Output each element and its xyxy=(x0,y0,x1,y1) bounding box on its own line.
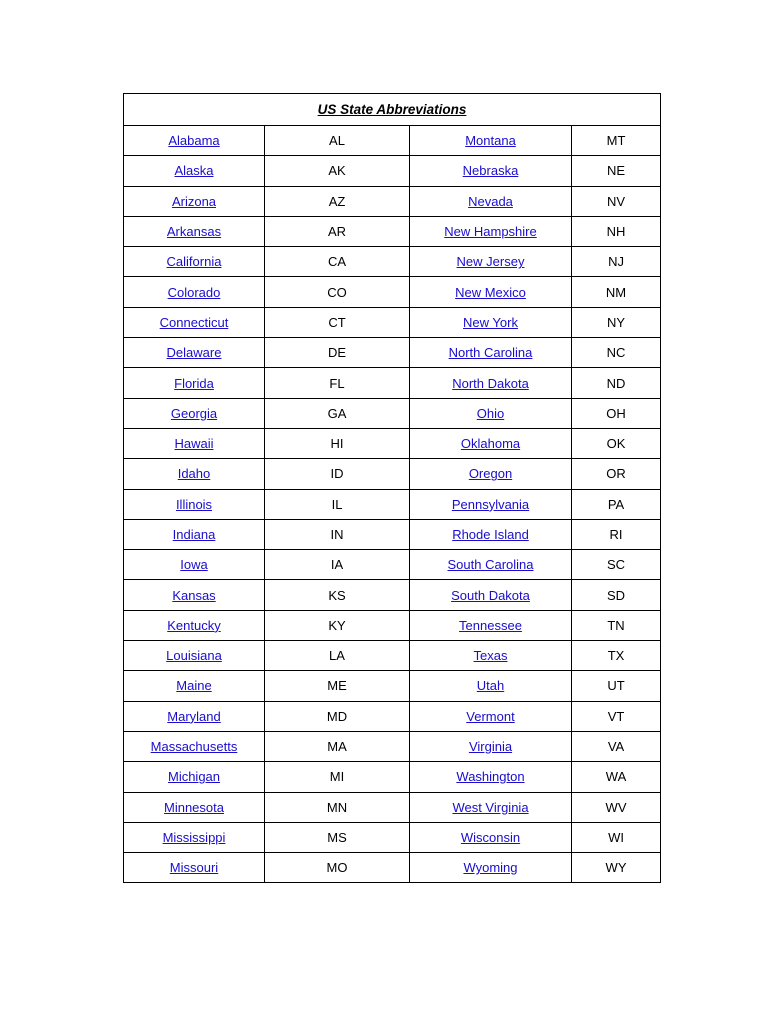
state-link[interactable]: Maine xyxy=(176,678,212,694)
state-link[interactable]: Massachusetts xyxy=(150,739,238,755)
state-name-cell xyxy=(124,671,265,701)
state-name-cell xyxy=(124,307,265,337)
state-abbreviation: NE xyxy=(572,156,661,186)
state-link[interactable]: Indiana xyxy=(172,527,216,542)
state-abbreviation: NV xyxy=(572,186,661,216)
state-name-cell xyxy=(124,186,265,216)
state-abbreviations-table xyxy=(123,93,661,883)
state-abbreviation: SD xyxy=(572,580,661,610)
state-name-cell xyxy=(410,368,572,398)
state-link[interactable]: New York xyxy=(463,314,518,330)
state-link[interactable]: Iowa xyxy=(180,557,208,573)
state-name-cell xyxy=(410,459,572,489)
state-abbreviation: SC xyxy=(572,550,661,580)
state-abbreviation: IL xyxy=(265,489,410,519)
state-link[interactable]: Nebraska xyxy=(462,163,519,179)
state-abbreviation: KS xyxy=(265,580,410,610)
state-name-cell xyxy=(410,519,572,549)
state-name-cell xyxy=(410,247,572,277)
state-abbreviation: CT xyxy=(265,307,410,337)
table-row xyxy=(124,307,661,337)
state-link[interactable]: New Hampshire xyxy=(444,224,537,240)
table-header-row xyxy=(124,94,661,126)
table-row xyxy=(124,671,661,701)
state-abbreviation: MA xyxy=(265,731,410,761)
state-link[interactable]: Florida xyxy=(174,375,214,391)
state-name-cell xyxy=(124,641,265,671)
state-name-cell xyxy=(410,126,572,156)
state-abbreviation: OR xyxy=(572,459,661,489)
state-abbreviation: IA xyxy=(265,550,410,580)
state-abbreviation: MS xyxy=(265,822,410,852)
state-name-cell xyxy=(124,398,265,428)
state-abbreviation: IN xyxy=(265,519,410,549)
table-row xyxy=(124,550,661,580)
state-name-cell xyxy=(124,247,265,277)
state-abbreviation: VT xyxy=(572,701,661,731)
state-abbreviation: NM xyxy=(572,277,661,307)
state-abbreviation: MT xyxy=(572,126,661,156)
table-body xyxy=(124,126,661,883)
state-name-cell xyxy=(124,368,265,398)
state-link[interactable]: Arizona xyxy=(171,193,217,209)
state-link[interactable]: Hawaii xyxy=(174,436,214,452)
state-link[interactable]: Nevada xyxy=(468,193,513,209)
state-link[interactable]: Illinois xyxy=(175,496,213,512)
state-name-cell xyxy=(410,822,572,852)
state-link[interactable]: Delaware xyxy=(166,345,222,361)
state-name-cell xyxy=(124,701,265,731)
state-abbreviation: WI xyxy=(572,822,661,852)
state-abbreviation: UT xyxy=(572,671,661,701)
state-name-cell xyxy=(410,216,572,246)
state-name-cell xyxy=(124,853,265,883)
state-abbreviation: WV xyxy=(572,792,661,822)
state-abbreviation: AZ xyxy=(265,186,410,216)
state-link[interactable]: Wyoming xyxy=(463,860,518,876)
state-abbreviation: WA xyxy=(572,762,661,792)
state-abbreviation: WY xyxy=(572,853,661,883)
state-link[interactable]: Utah xyxy=(476,678,505,694)
state-abbreviation: ID xyxy=(265,459,410,489)
state-link[interactable]: Tennessee xyxy=(459,617,522,633)
state-abbreviation: CO xyxy=(265,277,410,307)
state-abbreviation: MO xyxy=(265,853,410,883)
table-row xyxy=(124,701,661,731)
state-name-cell xyxy=(410,338,572,368)
state-abbreviation: MN xyxy=(265,792,410,822)
state-name-cell xyxy=(410,701,572,731)
state-abbreviation: AL xyxy=(265,126,410,156)
state-name-cell xyxy=(410,792,572,822)
state-link[interactable]: Texas xyxy=(473,648,508,664)
state-abbreviation: MD xyxy=(265,701,410,731)
state-name-cell xyxy=(124,126,265,156)
state-link[interactable]: Georgia xyxy=(170,405,218,421)
state-abbreviation: ND xyxy=(572,368,661,398)
state-name-cell xyxy=(124,792,265,822)
state-abbreviation: OK xyxy=(572,428,661,458)
state-abbreviation: NC xyxy=(572,338,661,368)
state-link[interactable]: Pennsylvania xyxy=(451,496,530,512)
state-name-cell xyxy=(124,822,265,852)
table-row xyxy=(124,247,661,277)
table-row xyxy=(124,186,661,216)
state-name-cell xyxy=(124,489,265,519)
state-link[interactable]: Colorado xyxy=(167,284,221,300)
state-link[interactable]: Montana xyxy=(465,133,516,149)
state-link[interactable]: Washington xyxy=(456,769,525,785)
state-name-cell xyxy=(124,428,265,458)
state-name-cell xyxy=(124,762,265,792)
state-abbreviation: KY xyxy=(265,610,410,640)
state-link[interactable]: Missouri xyxy=(169,860,219,876)
table-row xyxy=(124,762,661,792)
table-row xyxy=(124,822,661,852)
state-abbreviation: VA xyxy=(572,731,661,761)
state-name-cell xyxy=(124,610,265,640)
table-row xyxy=(124,489,661,519)
state-abbreviation: PA xyxy=(572,489,661,519)
state-abbreviation: HI xyxy=(265,428,410,458)
state-name-cell xyxy=(410,610,572,640)
state-name-cell xyxy=(124,277,265,307)
state-abbreviation: CA xyxy=(265,247,410,277)
state-link[interactable]: Connecticut xyxy=(159,314,229,330)
state-abbreviation: NY xyxy=(572,307,661,337)
state-name-cell xyxy=(410,398,572,428)
state-abbreviation: NJ xyxy=(572,247,661,277)
state-link[interactable]: Wisconsin xyxy=(460,829,521,845)
table-row xyxy=(124,126,661,156)
table-row xyxy=(124,216,661,246)
state-name-cell xyxy=(410,156,572,186)
state-link[interactable]: Oklahoma xyxy=(460,436,521,452)
state-link[interactable]: Michigan xyxy=(167,769,221,785)
state-abbreviation: OH xyxy=(572,398,661,428)
state-abbreviation: TN xyxy=(572,610,661,640)
state-name-cell xyxy=(124,156,265,186)
state-name-cell xyxy=(410,671,572,701)
state-link[interactable]: Kentucky xyxy=(167,617,221,633)
state-abbreviation: ME xyxy=(265,671,410,701)
state-abbreviation: FL xyxy=(265,368,410,398)
state-link[interactable]: New Jersey xyxy=(456,254,525,270)
state-link[interactable]: Vermont xyxy=(466,708,515,724)
table-row xyxy=(124,398,661,428)
state-link[interactable]: Ohio xyxy=(476,405,505,421)
state-link[interactable]: Kansas xyxy=(172,587,216,603)
table-row xyxy=(124,519,661,549)
state-name-cell xyxy=(124,216,265,246)
state-link[interactable]: North Carolina xyxy=(448,345,533,361)
state-name-cell xyxy=(124,550,265,580)
state-name-cell xyxy=(124,731,265,761)
table-row xyxy=(124,156,661,186)
state-name-cell xyxy=(410,277,572,307)
state-abbreviation: DE xyxy=(265,338,410,368)
state-name-cell xyxy=(124,459,265,489)
state-link[interactable]: Idaho xyxy=(177,466,211,482)
state-link[interactable]: New Mexico xyxy=(455,284,526,300)
state-name-cell xyxy=(410,641,572,671)
table-row xyxy=(124,580,661,610)
state-abbreviation: TX xyxy=(572,641,661,671)
state-link[interactable]: Mississippi xyxy=(162,829,226,845)
table-row xyxy=(124,731,661,761)
state-link[interactable]: Alabama xyxy=(168,133,220,149)
state-link[interactable]: Oregon xyxy=(468,466,513,482)
table-row xyxy=(124,641,661,671)
state-name-cell xyxy=(410,489,572,519)
state-name-cell xyxy=(124,519,265,549)
state-name-cell xyxy=(124,580,265,610)
state-link[interactable]: Arkansas xyxy=(166,224,222,240)
state-link[interactable]: Rhode Island xyxy=(452,527,529,542)
state-name-cell xyxy=(124,338,265,368)
table-row xyxy=(124,338,661,368)
table-row xyxy=(124,853,661,883)
state-link[interactable]: Louisiana xyxy=(166,648,222,664)
table-row xyxy=(124,428,661,458)
state-link[interactable]: Alaska xyxy=(174,163,214,179)
state-name-cell xyxy=(410,428,572,458)
state-link[interactable]: Virginia xyxy=(468,739,513,755)
state-link[interactable]: Maryland xyxy=(167,708,221,724)
state-name-cell xyxy=(410,307,572,337)
state-abbreviation: NH xyxy=(572,216,661,246)
state-abbreviation: MI xyxy=(265,762,410,792)
state-link[interactable]: South Carolina xyxy=(447,557,534,573)
state-abbreviation: AR xyxy=(265,216,410,246)
table-title: US State Abbreviations xyxy=(124,94,661,126)
table-row xyxy=(124,610,661,640)
state-name-cell xyxy=(410,731,572,761)
state-link[interactable]: West Virginia xyxy=(452,799,529,815)
state-link[interactable]: South Dakota xyxy=(451,587,530,603)
state-name-cell xyxy=(410,186,572,216)
state-link[interactable]: California xyxy=(166,254,222,270)
state-name-cell xyxy=(410,853,572,883)
state-name-cell xyxy=(410,762,572,792)
table-row xyxy=(124,277,661,307)
state-link[interactable]: Minnesota xyxy=(164,799,224,815)
table-row xyxy=(124,368,661,398)
state-abbreviation: GA xyxy=(265,398,410,428)
state-name-cell xyxy=(410,550,572,580)
state-link[interactable]: North Dakota xyxy=(452,375,529,391)
state-abbreviation: RI xyxy=(572,519,661,549)
table-row xyxy=(124,459,661,489)
state-abbreviation: AK xyxy=(265,156,410,186)
state-abbreviation: LA xyxy=(265,641,410,671)
state-name-cell xyxy=(410,580,572,610)
table-row xyxy=(124,792,661,822)
